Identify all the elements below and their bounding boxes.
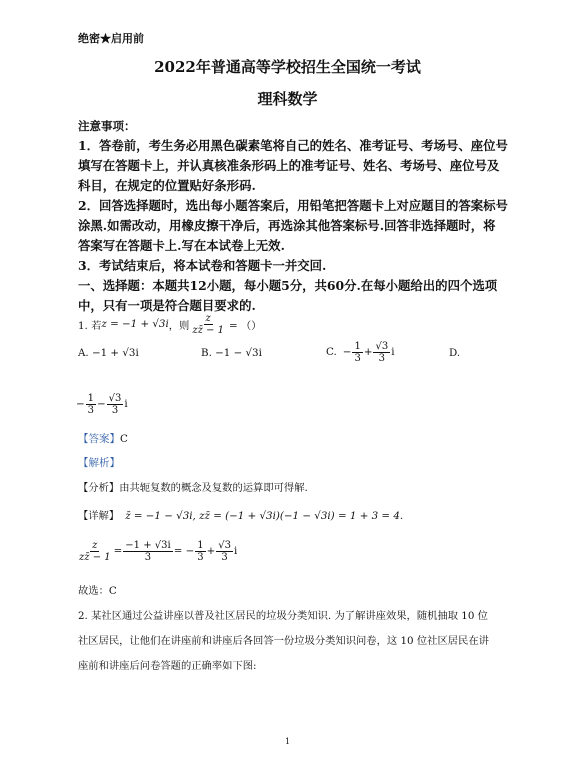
q2-line: 座前和讲座后问卷答题的正确率如下图:: [78, 660, 257, 672]
q2-line: 2. 某社区通过公益讲座以普及社区居民的垃圾分类知识. 为了解讲座效果，随机抽取 10 位: [78, 610, 488, 622]
calc-frac-mid: [123, 540, 172, 563]
q1-then: ，则: [168, 319, 190, 332]
calc-frac-z-num: z: [92, 539, 98, 551]
option-c-frac1-num: 1: [354, 340, 361, 352]
xiangjie-tag: 【详解】: [78, 510, 120, 522]
calc-frac-z: [77, 540, 113, 563]
xiangjie-text: z̄ = −1 − √3i, zz̄ = (−1 + √3i)(−1 − √3i) = 1 + 3 = 4.: [125, 510, 404, 522]
calc-frac-mid-den: 3: [144, 551, 152, 563]
answer-line: [78, 431, 128, 446]
secret-label: 绝密★启用前: [78, 32, 144, 45]
notes-header: 注意事项：: [78, 119, 136, 133]
note-line: 1．答卷前，考生务必用黑色碳素笔将自己的姓名、准考证号、考场号、座位号: [78, 138, 508, 153]
section-header: 中，只有一项是符合题目要求的.: [78, 298, 256, 313]
q1-prefix: 1. 若: [78, 319, 102, 332]
calc-frac-tail1-num: 1: [197, 539, 204, 551]
option-c-frac1-den: 3: [354, 352, 361, 364]
option-c-frac2-den: 3: [378, 352, 385, 364]
answer-tag: 【答案】: [78, 433, 120, 445]
page-number: 1: [284, 737, 291, 746]
option-d-frac1-num: 1: [87, 392, 95, 404]
calc-frac-tail1: [195, 540, 205, 563]
option-d-frac1-den: 3: [87, 404, 95, 416]
option-c-label: C.: [326, 346, 337, 358]
calc-frac-mid-num: −1 + √3i: [125, 539, 171, 551]
note-line: 3．考试结束后，将本试卷和答题卡一并交回.: [78, 258, 327, 273]
option-d-frac2-den: 3: [111, 404, 119, 416]
note-line: 填写在答题卡上，并认真核准条形码上的准考证号、姓名、考场号、座位号及: [78, 158, 500, 173]
option-c-frac1: [352, 341, 362, 364]
question-1: [78, 308, 262, 340]
q1-z-equation: z = −1 + √3i: [101, 318, 169, 330]
q1-fraction: [190, 313, 226, 336]
option-d-label: D.: [449, 347, 461, 359]
note-line: 科目，在规定的位置贴好条形码.: [78, 178, 256, 193]
calc-line: $\frac{z}{zz̄ - 1}$ = $\frac{-1 + √3i}{3}$ = − $\frac{1}{3}$ + $\frac{√3}{3}$ i: [79, 539, 238, 563]
analysis-tag: 【解析】: [78, 457, 120, 469]
exam-title: 2022年普通高等学校招生全国统一考试: [154, 58, 421, 76]
option-d-frac2-num: √3: [108, 392, 122, 404]
option-d-frac1: [86, 393, 96, 416]
calc-frac-tail1-den: 3: [197, 551, 204, 563]
option-c-frac2: [373, 341, 390, 364]
fenxi-text: 由共轭复数的概念及复数的运算即可得解.: [119, 482, 308, 494]
note-line: 答案写在答题卡上.写在本试卷上无效.: [78, 238, 285, 253]
option-c-frac2-num: √3: [375, 340, 389, 352]
answer-value: C: [120, 433, 128, 445]
fenxi-tag: 【分析】: [78, 482, 120, 494]
exam-subtitle: 理科数学: [257, 90, 318, 108]
q1-fraction-num: z: [205, 312, 211, 324]
option-c: C. − $\frac{1}{3}$ + $\frac{√3}{3}$ i: [326, 340, 395, 364]
note-line: 涂黑.如需改动，用橡皮擦干净后，再选涂其他答案标号.回答非选择题时，将: [78, 218, 496, 233]
note-line: 2．回答选择题时，选出每小题答案后，用铅笔把答题卡上对应题目的答案标号: [78, 198, 508, 213]
calc-frac-tail2-num: √3: [218, 539, 231, 551]
q1-equals: = （）: [229, 319, 262, 332]
option-d: − $\frac{1}{3}$ − $\frac{√3}{3}$ i: [76, 392, 128, 416]
choice-line: 故选：C: [78, 585, 117, 597]
calc-frac-z-den: zz̄ − 1: [79, 551, 111, 563]
calc-frac-tail2: [216, 540, 233, 563]
q2-line: 社区居民，让他们在讲座前和讲座后各回答一份垃圾分类知识问卷，这 10 位社区居民在讲: [78, 635, 489, 647]
calc-frac-tail2-den: 3: [221, 551, 228, 563]
fenxi-line: [78, 479, 308, 494]
q1-fraction-den: zz̄ − 1: [192, 324, 224, 336]
option-b: B. −1 − √3i: [201, 347, 262, 359]
xiangjie-line: [78, 507, 403, 522]
section-header: 一、选择题：本题共12小题，每小题5分，共60分.在每小题给出的四个选项: [78, 278, 498, 293]
option-d-frac2: [107, 393, 124, 416]
option-a: A. −1 + √3i: [78, 347, 139, 359]
